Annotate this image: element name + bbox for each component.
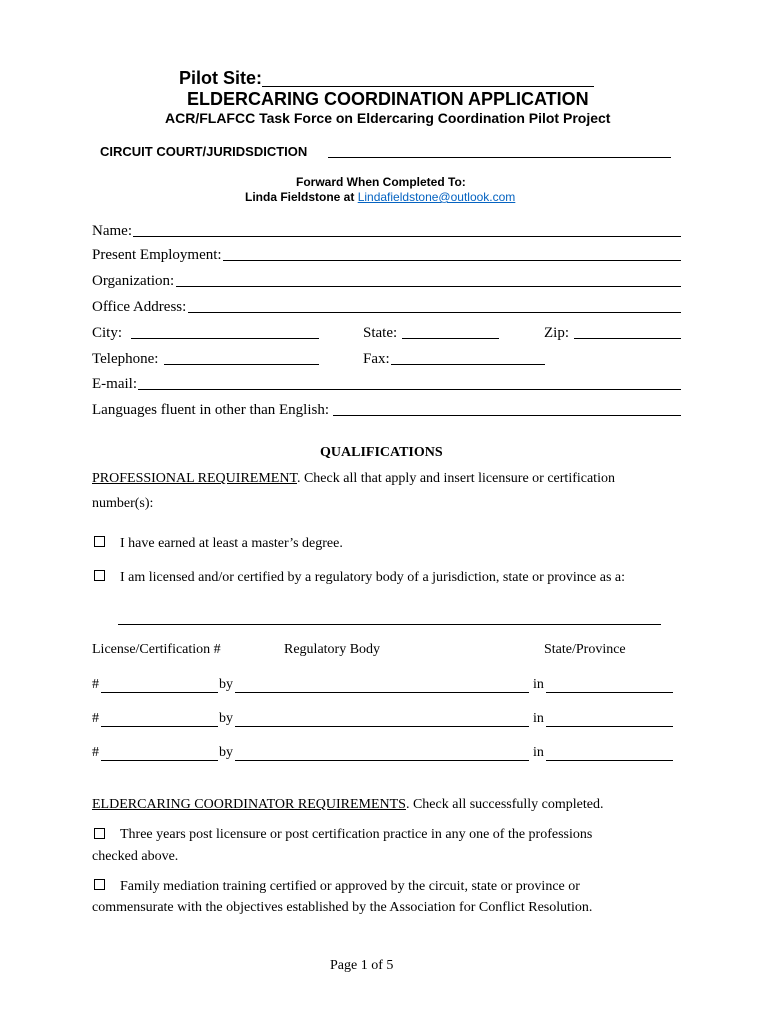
professional-requirement	[92, 471, 615, 487]
masters-label: I have earned at least a master’s degree.	[120, 536, 343, 551]
licensed-type-field[interactable]	[118, 624, 661, 625]
licensed-label: I am licensed and/or certified by a regulatory body of a jurisdiction, state or province as a:	[120, 570, 625, 585]
coordinator-requirements	[92, 797, 603, 813]
state-province-field[interactable]	[546, 726, 673, 727]
pilot-site-line[interactable]	[262, 86, 594, 87]
professional-requirement-text: . Check all that apply and insert licensure or certification	[296, 471, 615, 486]
license-in: in	[533, 745, 544, 760]
mediation-training-label-1: Family mediation training certified or approved by the circuit, state or province or	[120, 879, 580, 894]
state-label: State:	[363, 325, 398, 341]
license-by: by	[219, 711, 233, 726]
zip-field[interactable]	[574, 338, 681, 339]
fax-label: Fax:	[363, 351, 390, 367]
license-by: by	[219, 677, 233, 692]
years-practice-label-2: checked above.	[92, 849, 179, 864]
employment-label: Present Employment:	[92, 247, 222, 263]
office-address-field[interactable]	[188, 312, 681, 313]
masters-checkbox[interactable]	[94, 536, 105, 547]
forward-label: Forward When Completed To:	[296, 175, 466, 189]
forward-line	[245, 190, 515, 204]
fax-field[interactable]	[391, 364, 545, 365]
circuit-court-label: CIRCUIT COURT/JURIDSDICTION	[100, 144, 308, 159]
zip-label: Zip:	[544, 325, 569, 341]
regulatory-body-field[interactable]	[235, 692, 529, 693]
mediation-training-label-2: commensurate with the objectives established by the Association for Conflict Resolution.	[92, 900, 593, 915]
years-practice-label-1: Three years post licensure or post certification practice in any one of the professions	[120, 827, 593, 842]
forward-name: Linda Fieldstone at	[245, 190, 355, 204]
city-label: City:	[92, 325, 123, 341]
license-in: in	[533, 677, 544, 692]
licensed-checkbox[interactable]	[94, 570, 105, 581]
name-field[interactable]	[133, 236, 681, 237]
page-title: ELDERCARING COORDINATION APPLICATION	[187, 89, 589, 109]
page-subtitle: ACR/FLAFCC Task Force on Eldercaring Coordination Pilot Project	[165, 110, 611, 126]
office-address-label: Office Address:	[92, 299, 187, 315]
license-in: in	[533, 711, 544, 726]
telephone-field[interactable]	[164, 364, 319, 365]
forward-email-link[interactable]: Lindafieldstone@outlook.com	[357, 190, 516, 204]
name-label: Name:	[92, 223, 132, 239]
languages-label: Languages fluent in other than English:	[92, 402, 330, 418]
license-number-field[interactable]	[101, 760, 218, 761]
email-field[interactable]	[138, 389, 681, 390]
page-number: Page 1 of 5	[330, 958, 394, 973]
license-number-field[interactable]	[101, 726, 218, 727]
column-state-province: State/Province	[544, 642, 626, 657]
circuit-court-line[interactable]	[328, 157, 671, 158]
languages-field[interactable]	[333, 415, 681, 416]
mediation-training-checkbox[interactable]	[94, 879, 105, 890]
organization-label: Organization:	[92, 273, 175, 289]
state-province-field[interactable]	[546, 760, 673, 761]
coordinator-requirements-text: . Check all successfully completed.	[405, 797, 604, 812]
years-practice-checkbox[interactable]	[94, 828, 105, 839]
professional-requirement-label: PROFESSIONAL REQUIREMENT	[92, 471, 297, 486]
regulatory-body-field[interactable]	[235, 760, 529, 761]
column-license: License/Certification #	[92, 642, 221, 657]
license-hash: #	[92, 677, 99, 692]
column-regulatory-body: Regulatory Body	[284, 642, 381, 657]
license-number-field[interactable]	[101, 692, 218, 693]
organization-field[interactable]	[176, 286, 681, 287]
email-label: E-mail:	[92, 376, 137, 392]
license-hash: #	[92, 711, 99, 726]
license-hash: #	[92, 745, 99, 760]
city-field[interactable]	[131, 338, 319, 339]
regulatory-body-field[interactable]	[235, 726, 529, 727]
state-province-field[interactable]	[546, 692, 673, 693]
telephone-label: Telephone:	[92, 351, 159, 367]
employment-field[interactable]	[223, 260, 681, 261]
qualifications-heading: QUALIFICATIONS	[320, 445, 443, 460]
pilot-site-label: Pilot Site:	[179, 68, 263, 88]
professional-requirement-text2: number(s):	[92, 496, 154, 511]
license-by: by	[219, 745, 233, 760]
coordinator-requirements-label: ELDERCARING COORDINATOR REQUIREMENTS	[92, 797, 406, 812]
state-field[interactable]	[402, 338, 499, 339]
